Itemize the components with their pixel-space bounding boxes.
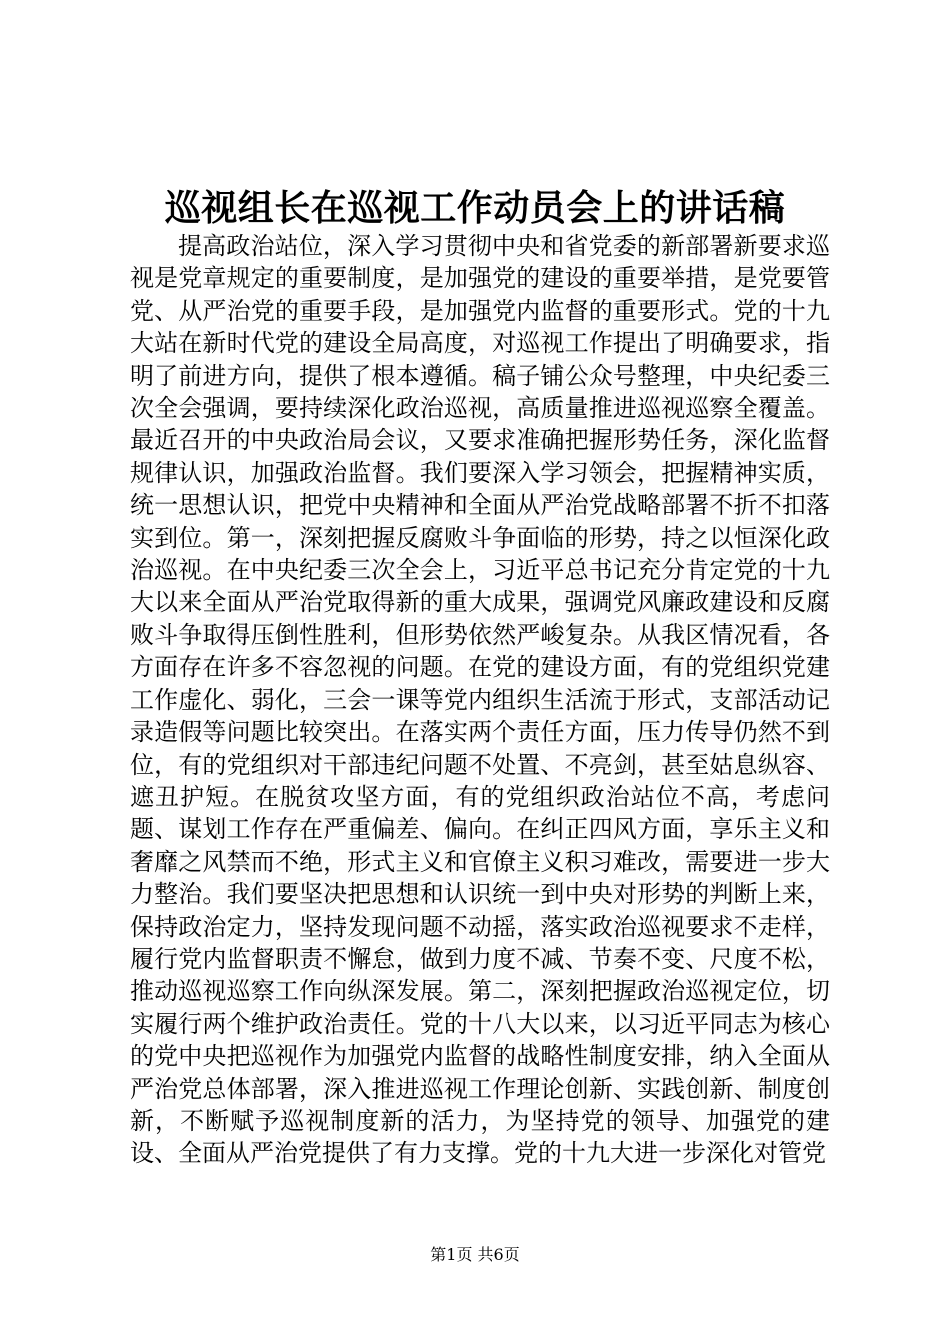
page-footer: 第1页 共6页 (430, 1245, 520, 1264)
document-body-paragraph: 提高政治站位，深入学习贯彻中央和省党委的新部署新要求巡视是党章规定的重要制度，是加强党的建设的重要举措，是党要管党、从严治党的重要手段，是加强党内监督的重要形式。党的十九大站在新时代党的建设全局高度，对巡视工作提出了明确要求，指明了前进方向，提供了根本遵循。稿子铺公众号整理，中央纪委三次全会强调，要持续深化政治巡视，高质量推进巡视巡察全覆盖。最近召开的中央政治局会议，又要求准确把握形势任务，深化监督规律认识，加强政治监督。我们要深入学习领会，把握精神实质，统一思想认识，把党中央精神和全面从严治党战略部署不折不扣落实到位。第一，深刻把握反腐败斗争面临的形势，持之以恒深化政治巡视。在中央纪委三次全会上，习近平总书记充分肯定党的十九大以来全面从严治党取得新的重大成果，强调党风廉政建设和反腐败斗争取得压倒性胜利，但形势依然严峻复杂。从我区情况看，各方面存在许多不容忽视的问题。在党的建设方面，有的党组织党建工作虚化、弱化，三会一课等党内组织生活流于形式，支部活动记录造假等问题比较突出。在落实两个责任方面，压力传导仍然不到位，有的党组织对干部违纪问题不处置、不亮剑，甚至姑息纵容、遮丑护短。在脱贫攻坚方面，有的党组织政治站位不高，考虑问题、谋划工作存在严重偏差、偏向。在纠正四风方面，享乐主义和奢靡之风禁而不绝，形式主义和官僚主义积习难改，需要进一步大力整治。我们要坚决把思想和认识统一到中央对形势的判断上来，保持政治定力，坚持发现问题不动摇，落实政治巡视要求不走样，履行党内监督职责不懈怠，做到力度不减、节奏不变、尺度不松，推动巡视巡察工作向纵深发展。第二，深刻把握政治巡视定位，切实履行两个维护政治责任。党的十八大以来，以习近平同志为核心的党中央把巡视作为加强党内监督的战略性制度安排，纳入全面从严治党总体部署，深入推进巡视工作理论创新、实践创新、制度创新，不断赋予巡视制度新的活力，为坚持党的领导、加强党的建设、全面从严治党提供了有力支撑。党的十九大进一步深化对管党 (130, 232, 830, 1168)
document-title: 巡视组长在巡视工作动员会上的讲话稿 (164, 187, 786, 229)
